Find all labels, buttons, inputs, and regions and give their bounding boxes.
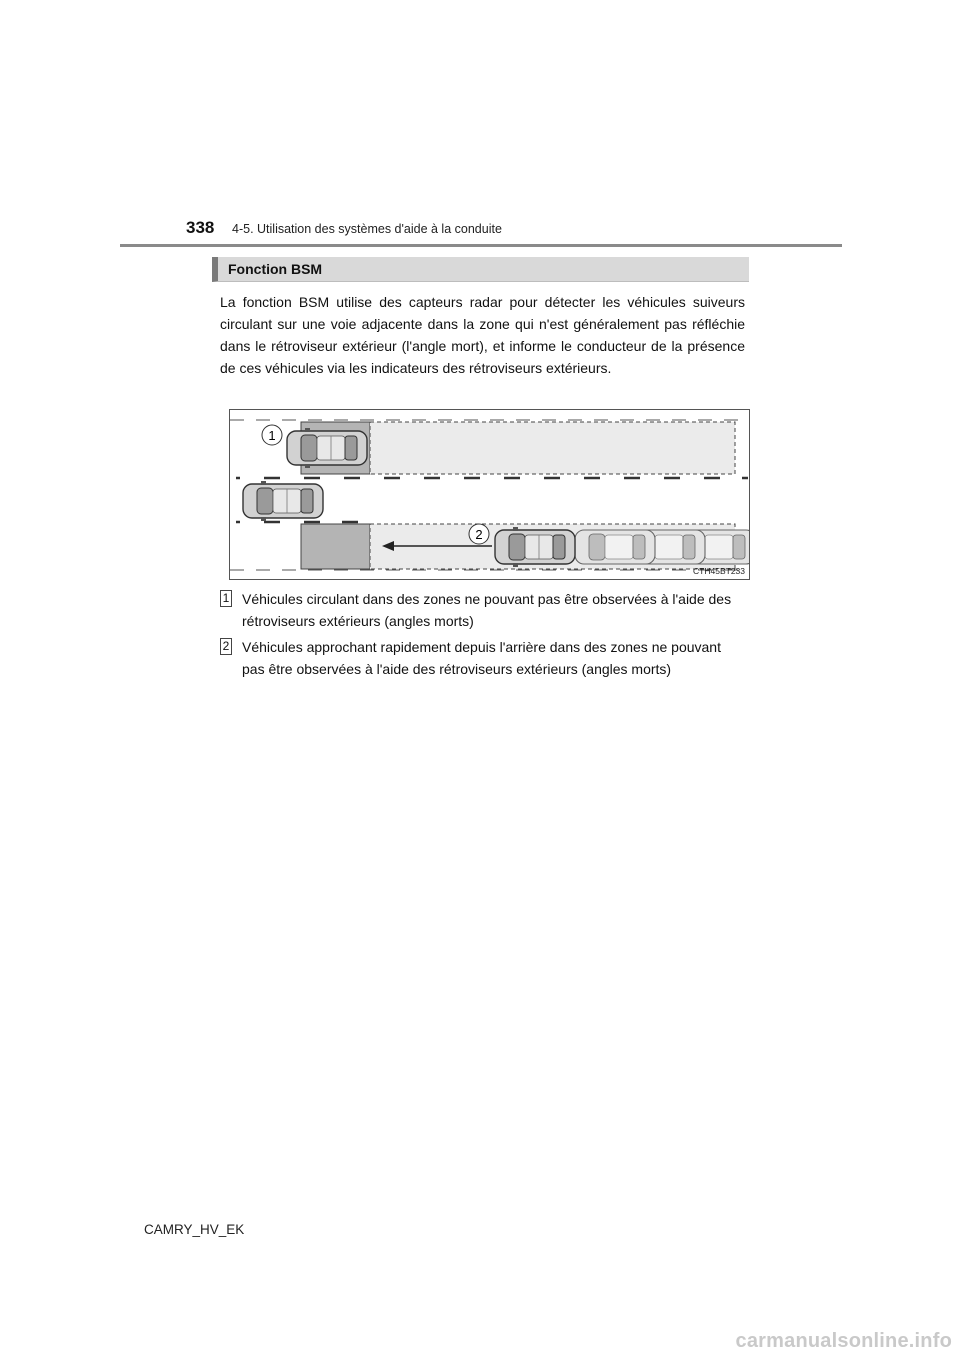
legend-text-1: Véhicules circulant dans des zones ne pouvant pas être observées à l'aide des rétroviseurs extérieurs (angles morts)	[242, 591, 732, 629]
page-number: 338	[186, 218, 215, 237]
bsm-diagram	[229, 409, 750, 580]
legend-number-1: 1	[220, 590, 232, 607]
watermark: carmanualsonline.info	[735, 1330, 952, 1352]
legend-text-2: Véhicules approchant rapidement depuis l'arrière dans des zones ne pouvant pas être observées à l'aide des rétroviseurs extérieurs (angles morts)	[242, 639, 721, 677]
callout-1: 1	[268, 428, 276, 443]
approaching-vehicle-ghost-1	[575, 530, 655, 564]
approaching-vehicle	[495, 527, 575, 567]
callout-2: 2	[475, 527, 483, 542]
section-heading-bar	[212, 257, 749, 282]
model-code: CAMRY_HV_EK	[144, 1222, 245, 1237]
own-vehicle	[243, 481, 323, 521]
road-illustration	[230, 410, 750, 580]
header-divider	[120, 244, 842, 247]
body-paragraph: La fonction BSM utilise des capteurs radar pour détecter les véhicules suiveurs circulant sur une voie adjacente dans la zone qui n'est généralement pas réfléchie dans le rétroviseur extérieur (l'angle mort), et informe le conducteur de la présence de ces véhicules via les indicateurs des rétroviseurs extérieurs.	[220, 294, 745, 376]
section-title: 4-5. Utilisation des systèmes d'aide à la conduite	[232, 222, 502, 236]
vehicle-in-blind-spot	[287, 428, 367, 468]
legend-number-2: 2	[220, 638, 232, 655]
section-heading: Fonction BSM	[228, 261, 323, 277]
figure-code: CTH45BT233	[693, 566, 745, 576]
